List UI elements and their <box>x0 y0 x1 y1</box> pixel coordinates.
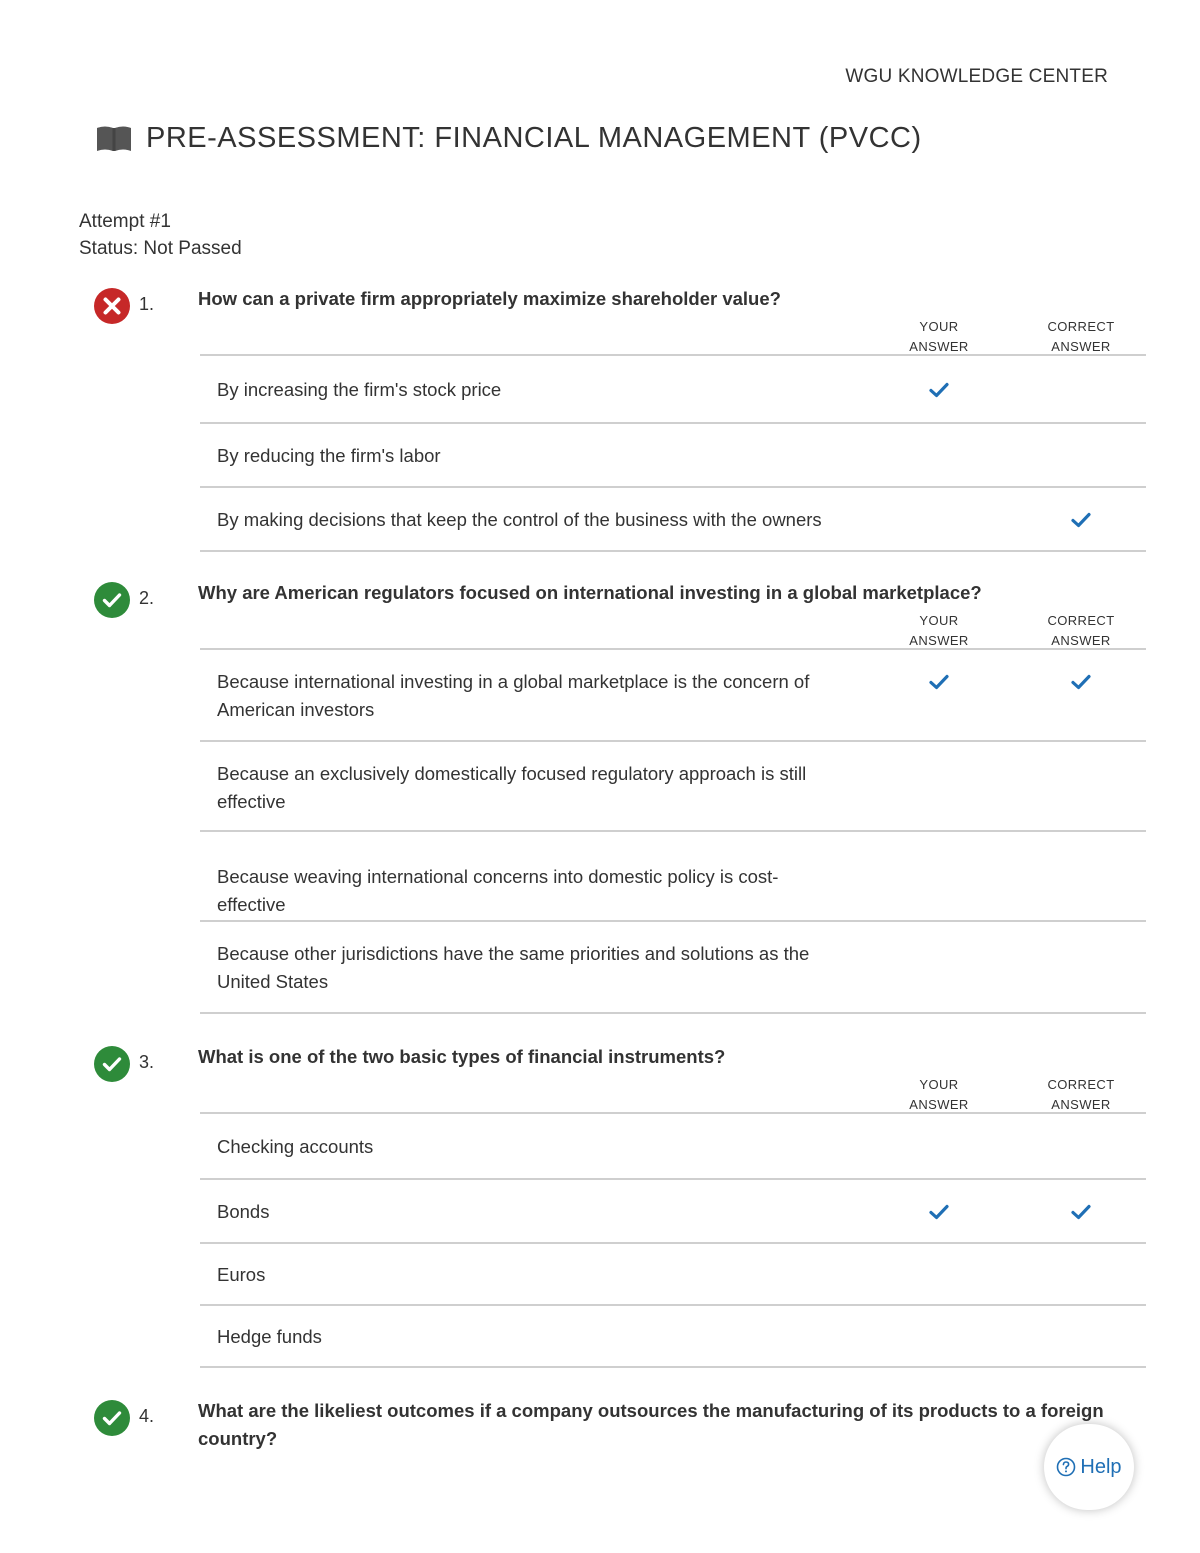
answer-text: Because international investing in a global marketplace is the concern of American investors <box>217 671 810 720</box>
incorrect-icon <box>94 288 130 324</box>
question-number: 1. <box>139 294 155 314</box>
question-circle-icon <box>1056 1457 1076 1477</box>
your-answer-check-icon <box>929 1204 949 1220</box>
answer-row <box>200 832 1146 922</box>
question-number: 3. <box>139 1052 155 1072</box>
your-answer-header: YOUR ANSWER <box>909 1077 969 1112</box>
your-answer-header: YOUR ANSWER <box>909 319 969 354</box>
correct-answer-check-icon <box>1071 674 1091 690</box>
answer-text: Because weaving international concerns into domestic policy is cost-effective <box>217 866 779 915</box>
answer-text: Checking accounts <box>217 1136 374 1157</box>
correct-icon <box>94 1046 130 1082</box>
brand-label: WGU KNOWLEDGE CENTER <box>845 66 1108 87</box>
answer-text: By increasing the firm's stock price <box>217 379 502 400</box>
answer-text: Hedge funds <box>217 1326 322 1347</box>
answer-row <box>200 1114 1146 1180</box>
your-answer-header: YOUR ANSWER <box>909 613 969 648</box>
title-row <box>96 122 922 155</box>
answer-text: Because other jurisdictions have the same priorities and solutions as the United States <box>217 943 810 992</box>
answer-row <box>200 1306 1146 1368</box>
question-text: Why are American regulators focused on international investing in a global marketplace? <box>198 582 982 603</box>
question-number: 2. <box>139 588 155 608</box>
answer-text: By making decisions that keep the control of the business with the owners <box>217 509 822 530</box>
attempt-number: Attempt #1 <box>79 211 171 232</box>
answer-row <box>200 742 1146 832</box>
attempt-status: Status: Not Passed <box>79 238 242 259</box>
your-answer-check-icon <box>929 382 949 398</box>
correct-icon <box>94 582 130 618</box>
correct-answer-header: CORRECT ANSWER <box>1047 1077 1115 1112</box>
correct-answer-header: CORRECT ANSWER <box>1047 319 1115 354</box>
book-icon <box>96 125 132 153</box>
answer-text: Bonds <box>217 1201 270 1222</box>
answer-row <box>200 424 1146 488</box>
answer-row <box>200 356 1146 424</box>
answer-row <box>200 1244 1146 1306</box>
question-text: What is one of the two basic types of financial instruments? <box>198 1046 726 1067</box>
question-text: How can a private firm appropriately maximize shareholder value? <box>198 288 781 309</box>
answer-row <box>200 650 1146 742</box>
answer-table <box>200 648 1146 1014</box>
correct-icon <box>94 1400 130 1436</box>
answer-table <box>200 1112 1146 1368</box>
answer-row <box>200 1180 1146 1244</box>
answer-text: Euros <box>217 1264 266 1285</box>
question-text: What are the likeliest outcomes if a company outsources the manufacturing of its products to a foreign country? <box>198 1400 1104 1449</box>
answer-table <box>200 354 1146 552</box>
question-number: 4. <box>139 1406 155 1426</box>
help-button[interactable] <box>1044 1424 1134 1510</box>
page-title: PRE-ASSESSMENT: FINANCIAL MANAGEMENT (PVCC) <box>146 122 922 154</box>
correct-answer-header: CORRECT ANSWER <box>1047 613 1115 648</box>
answer-row <box>200 488 1146 552</box>
answer-row <box>200 922 1146 1014</box>
answer-text: By reducing the firm's labor <box>217 445 441 466</box>
attempt-info <box>79 208 242 262</box>
your-answer-check-icon <box>929 674 949 690</box>
correct-answer-check-icon <box>1071 1204 1091 1220</box>
answer-text: Because an exclusively domestically focused regulatory approach is still effective <box>217 763 807 812</box>
help-label: Help <box>1080 1455 1122 1478</box>
correct-answer-check-icon <box>1071 512 1091 528</box>
